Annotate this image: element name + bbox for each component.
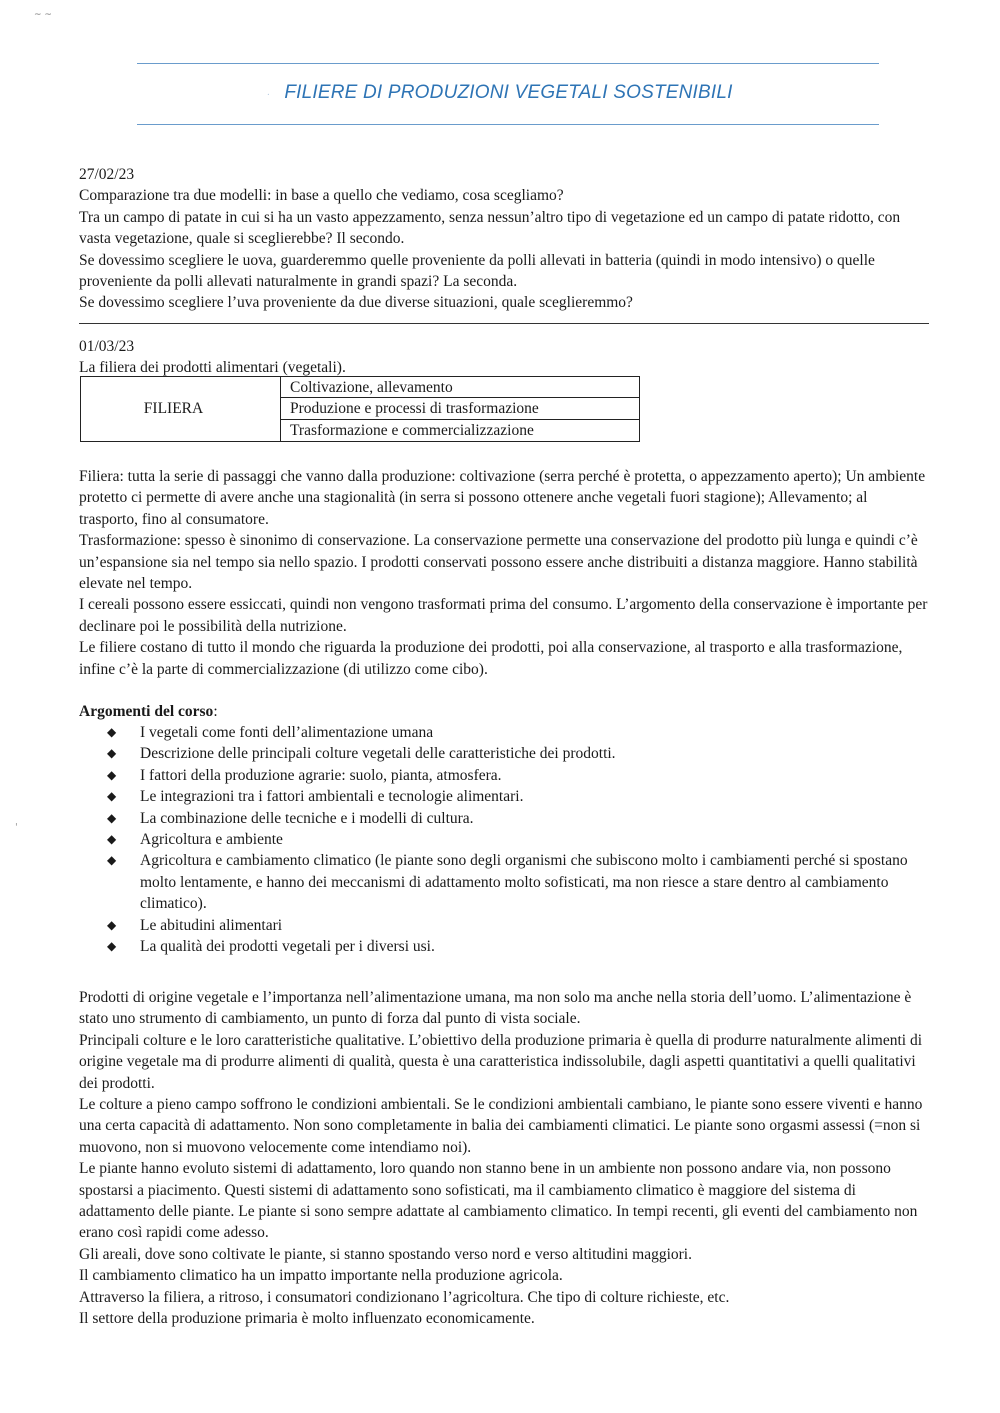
section-27-02 [79, 164, 929, 314]
list-item-text: I vegetali come fonti dell’alimentazione umana [140, 724, 434, 741]
section-intro: La filiera dei prodotti alimentari (vegetali). [79, 359, 346, 377]
diamond-bullet-icon: ◆ [107, 939, 117, 954]
list-item-text: Agricoltura e ambiente [140, 831, 283, 849]
paragraph: Il cambiamento climatico ha un impatto importante nella produzione agricola. [79, 1267, 563, 1285]
list-item-text: Agricoltura e cambiamento climatico (le piante sono degli organismi che subiscono molto i cambiamenti perché si spostano molto lentamente, e hanno dei meccanismi di adattamento molto sofisticati, ma non riesce a stare dentro al cambiamento climatico). [140, 852, 908, 913]
list-item [107, 850, 929, 914]
list-item [107, 743, 929, 764]
topics-heading-text: Argomenti del corso [79, 703, 214, 720]
paragraph: Le piante hanno evoluto sistemi di adattamento, loro quando non stanno bene in un ambiente non possono andare via, non possono spostarsi a piacimento. Questi sistemi di adattamento sono sofisticati, ma il cambiamento climatico è maggiore del sistema di adattamento delle piante. Le piante si sono sempre adattate al cambiamento climatico. In tempi recenti, gli eventi del cambiamento non erano così rapidi come adesso. [79, 1160, 918, 1242]
section-01-03 [79, 336, 929, 379]
diamond-bullet-icon: ◆ [107, 917, 117, 932]
filiera-table-row: Trasformazione e commercializzazione [290, 421, 534, 439]
title-dot: . [267, 87, 271, 99]
list-item [107, 765, 929, 786]
header-rule-bottom [137, 124, 879, 125]
diamond-bullet-icon: ◆ [107, 853, 117, 868]
paragraph: Attraverso la filiera, a ritroso, i consumatori condizionano l’agricoltura. Che tipo di colture richieste, etc. [79, 1288, 730, 1306]
paragraph: Comparazione tra due modelli: in base a quello che vediamo, cosa scegliamo? [79, 187, 564, 205]
list-item [107, 829, 929, 850]
topics-heading-colon: : [213, 703, 218, 720]
section-separator [79, 323, 929, 324]
section-date: 27/02/23 [79, 166, 135, 183]
diamond-bullet-icon: ◆ [107, 746, 117, 761]
diamond-bullet-icon: ◆ [107, 810, 117, 825]
vegetable-products-notes [79, 987, 929, 1330]
list-item [107, 808, 929, 829]
paragraph: Tra un campo di patate in cui si ha un vasto appezzamento, senza nessun’altro tipo di vegetazione ed un campo di patate ridotto, con vasta vegetazione, quale si sceglierebbe? Il secondo. [79, 208, 901, 248]
document-title [0, 82, 1000, 104]
list-item [107, 936, 929, 957]
paragraph: Principali colture e le loro caratteristiche qualitative. L’obiettivo della produzione primaria è quella di produrre naturalmente alimenti di origine vegetale ma di produrre alimenti di qualità, questa è una caratteristica indissolubile, dagli aspetti quantitativi a quelli qualitativi dei prodotti. [79, 1031, 923, 1092]
filiera-table-label-cell [81, 377, 281, 441]
filiera-table-row: Coltivazione, allevamento [281, 377, 639, 398]
list-item-text: I fattori della produzione agrarie: suolo, pianta, atmosfera. [140, 766, 502, 784]
paragraph: Gli areali, dove sono coltivate le piante, si stanno spostando verso nord e verso altitudini maggiori. [79, 1245, 692, 1263]
document-title-text: FILIERE DI PRODUZIONI VEGETALI SOSTENIBILI [284, 82, 733, 103]
paragraph: Trasformazione: spesso è sinonimo di conservazione. La conservazione permette una conservazione del prodotto più lunga e quindi c’è un’espansione sia nel tempo sia nello spazio. I prodotti conservati possono essere anche distribuiti a distanza maggiore. Hanno stabilità elevate nel tempo. [79, 532, 918, 593]
list-item [107, 915, 929, 936]
paragraph: I cereali possono essere essiccati, quindi non vengono trasformati prima del consumo. L’argomento della conservazione è importante per declinare poi le possibilità della nutrizione. [79, 596, 928, 635]
filiera-table-label: FILIERA [143, 400, 204, 417]
filiera-table-row: Produzione e processi di trasformazione [281, 398, 639, 419]
paragraph: Le filiere costano di tutto il mondo che riguarda la produzione dei prodotti, poi alla conservazione, al trasporto e alla trasformazione, infine c’è la parte di commercializzazione (di utilizzo come cibo). [79, 639, 903, 678]
paragraph: Se dovessimo scegliere l’uva proveniente da due diverse situazioni, quale sceglieremmo? [79, 294, 633, 312]
list-item [107, 786, 929, 807]
header-rule-top [137, 63, 879, 64]
paragraph: Il settore della produzione primaria è molto influenzato economicamente. [79, 1310, 535, 1328]
list-item-text: La qualità dei prodotti vegetali per i diversi usi. [140, 938, 435, 956]
margin-scan-mark: ' [15, 822, 18, 833]
filiera-notes [79, 466, 929, 680]
list-item-text: Le abitudini alimentari [140, 916, 283, 934]
list-item-text: Descrizione delle principali colture vegetali delle caratteristiche dei prodotti. [140, 745, 616, 763]
paragraph: Le colture a pieno campo soffrono le condizioni ambientali. Se le condizioni ambientali cambiano, le piante sono essere viventi e hanno una certa capacità di adattamento. Non sono completamente in balia dei cambiamenti climatici. Le piante sono orgasmi assessi (=non si muovono, non si muovono velocemente come intendiamo noi). [79, 1096, 923, 1156]
diamond-bullet-icon: ◆ [107, 767, 117, 782]
diamond-bullet-icon: ◆ [107, 832, 117, 847]
diamond-bullet-icon: ◆ [107, 725, 117, 739]
diamond-bullet-icon: ◆ [107, 789, 117, 804]
paragraph: Se dovessimo scegliere le uova, guarderemmo quelle proveniente da polli allevati in batteria (quindi in modo intensivo) o quelle proveniente da polli allevati naturalmente in grandi spazi? La seconda. [79, 251, 875, 291]
topics-list [107, 722, 929, 957]
corner-scan-mark: ~ ~ [34, 10, 52, 20]
section-date: 01/03/23 [79, 338, 135, 355]
paragraph: Filiera: tutta la serie di passaggi che vanno dalla produzione: coltivazione (serra perché è protetta, o appezzamento aperto); Un ambiente protetto ci permette di avere anche una stagionalità (in serra si possono ottenere anche vegetali fuori stagione); Allevamento; al trasporto, fino al consumatore. [79, 468, 926, 528]
list-item-text: Le integrazioni tra i fattori ambientali e tecnologie alimentari. [140, 788, 524, 806]
paragraph: Prodotti di origine vegetale e l’importanza nell’alimentazione umana, ma non solo ma anche nella storia dell’uomo. L’alimentazione è stato uno strumento di cambiamento, un punto di forza dal punto di vista sociale. [79, 989, 912, 1028]
list-item-text: La combinazione delle tecniche e i modelli di cultura. [140, 809, 474, 827]
topics-heading [79, 701, 929, 722]
list-item [107, 722, 929, 743]
filiera-table [80, 376, 640, 442]
